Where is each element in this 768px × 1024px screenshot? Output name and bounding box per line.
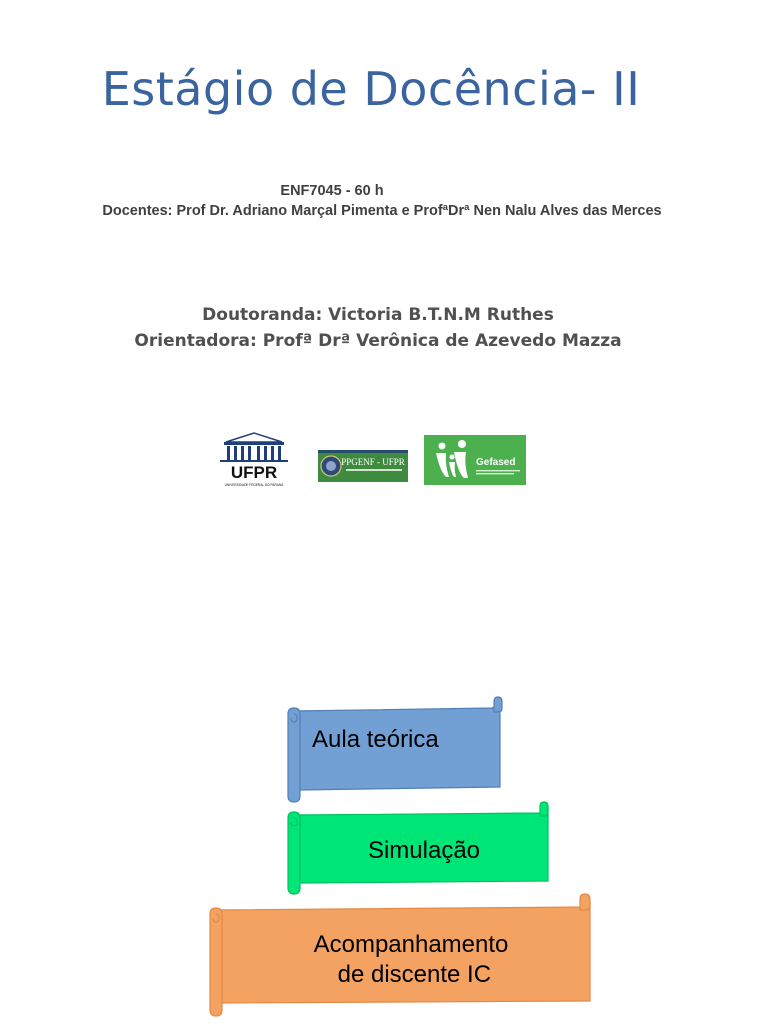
step-label: Aula teórica (312, 726, 439, 753)
ufpr-logo (212, 432, 296, 488)
ufpr-logo-subtitle: UNIVERSIDADE FEDERAL DO PARANÁ (224, 483, 284, 487)
step-label: Acompanhamento de discente IC (313, 931, 509, 989)
gefased-logo-text: Gefased (476, 457, 516, 468)
course-code: ENF7045 - 60 h (280, 183, 384, 199)
ufpr-logo-text: UFPR (230, 463, 278, 482)
teachers-line: Docentes: Prof Dr. Adriano Marçal Pimenta e ProfªDrª Nen Nalu Alves das Merces (102, 203, 662, 219)
ppgenf-logo-text: PPGENF - UFPR (341, 457, 405, 467)
advisor: Orientadora: Profª Drª Verônica de Azevedo Mazza (134, 331, 622, 351)
doctoral-student: Doutoranda: Victoria B.T.N.M Ruthes (202, 305, 554, 325)
gefased-logo (424, 435, 526, 485)
step-label: Simulação (367, 837, 481, 864)
step-scroll-acompanhamento (206, 892, 596, 1020)
ppgenf-logo (318, 450, 408, 482)
step-scroll-simulacao (284, 800, 554, 896)
step-scroll-aula-teorica (284, 694, 506, 806)
page-title: Estágio de Docência- II (101, 62, 641, 116)
